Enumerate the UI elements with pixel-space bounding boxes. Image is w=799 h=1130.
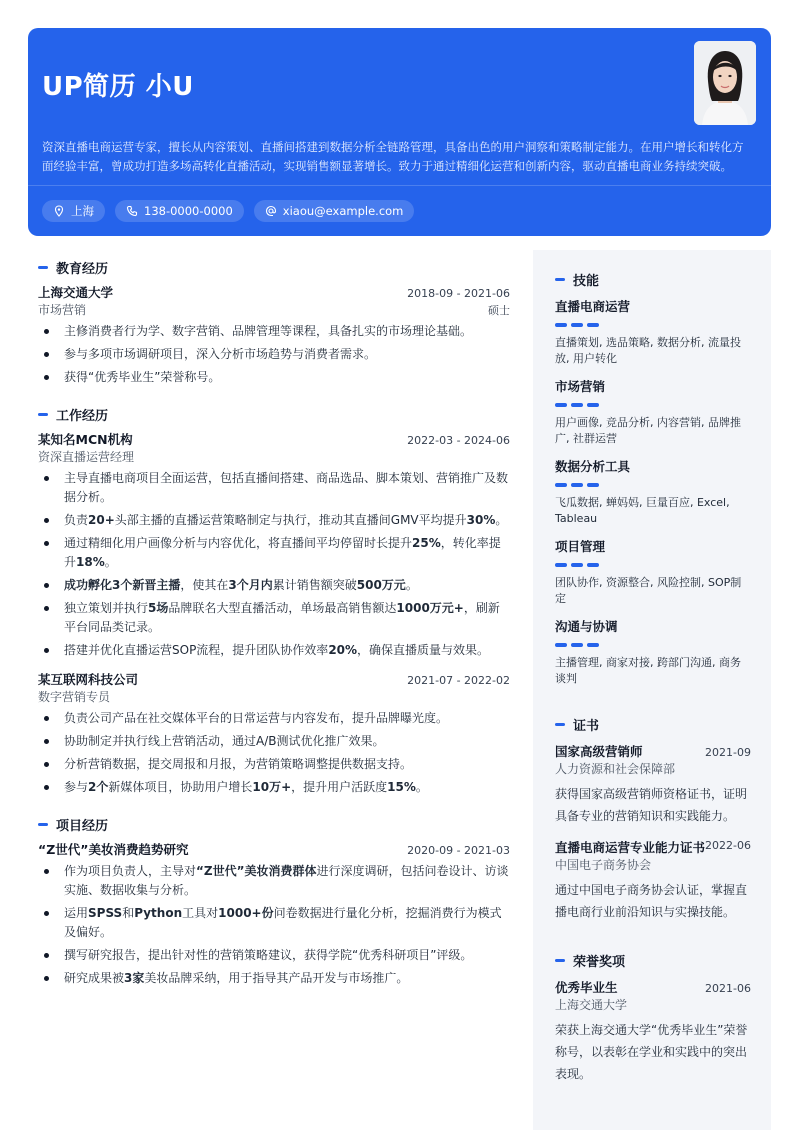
skill-desc: 主播管理, 商家对接, 跨部门沟通, 商务谈判 — [555, 656, 741, 685]
section-marker — [555, 278, 565, 281]
section-marker — [38, 823, 48, 826]
resume-name: UP简历 小U — [42, 72, 194, 102]
work-date: 2022-03 - 2024-06 — [407, 434, 510, 447]
phone-icon — [126, 205, 138, 217]
portrait-image — [694, 41, 756, 125]
skill-desc: 直播策划, 选品策略, 数据分析, 流量投放, 用户转化 — [555, 336, 741, 365]
certificates-title: 证书 — [573, 719, 600, 734]
list-item: 成功孵化3个新晋主播，使其在3个月内累计销售额突破500万元。 — [38, 576, 510, 595]
skill-level — [555, 403, 751, 407]
education-heading — [38, 258, 510, 277]
skill-item — [555, 617, 751, 687]
list-item: 独立策划并执行5场品牌联名大型直播活动，单场最高销售额达1000万元+，刷新平台同品类记录。 — [38, 599, 510, 637]
project-name: “Z世代”美妆消费趋势研究 — [38, 842, 189, 857]
skills-title: 技能 — [573, 274, 600, 289]
skill-name: 直播电商运营 — [555, 299, 631, 314]
skill-name: 项目管理 — [555, 539, 606, 554]
contact-list — [42, 200, 414, 222]
skill-item — [555, 537, 751, 607]
education-entry — [38, 283, 510, 387]
skill-level — [555, 323, 751, 327]
contact-email[interactable] — [254, 200, 415, 222]
education-section — [38, 258, 510, 387]
work-section — [38, 405, 510, 797]
list-item: 参与2个新媒体项目，协助用户增长10万+，提升用户活跃度15%。 — [38, 778, 510, 797]
skill-item — [555, 457, 751, 527]
company-name: 某互联网科技公司 — [38, 672, 139, 687]
projects-heading — [38, 815, 510, 834]
school-name: 上海交通大学 — [38, 285, 114, 300]
education-bullets — [38, 322, 510, 387]
profile-summary: 资深直播电商运营专家，擅长从内容策划、直播间搭建到数据分析全链路管理，具备出色的用户洞察和策略制定能力。在用户增长和转化方面经验丰富，曾成功打造多场高转化直播活动，实现销售额显著增长。致力于通过精细化运营和创新内容，驱动直播电商业务持续突破。 — [42, 140, 744, 173]
certificate-item — [555, 839, 751, 923]
honor-issuer: 上海交通大学 — [555, 998, 628, 1012]
skill-name: 市场营销 — [555, 379, 606, 394]
list-item: 研究成果被3家美妆品牌采纳，用于指导其产品开发与市场推广。 — [38, 969, 510, 988]
list-item: 负责20+头部主播的直播运营策略制定与执行，推动其直播间GMV平均提升30%。 — [38, 511, 510, 530]
list-item: 撰写研究报告，提出针对性的营销策略建议，获得学院“优秀科研项目”评级。 — [38, 946, 510, 965]
job-title: 数字营销专员 — [38, 690, 111, 704]
honors-section — [555, 951, 751, 1085]
sidebar — [533, 250, 771, 1130]
skill-desc: 用户画像, 竞品分析, 内容营销, 品牌推广, 社群运营 — [555, 416, 741, 445]
honor-desc: 荣获上海交通大学“优秀毕业生”荣誉称号，以表彰在学业和实践中的突出表现。 — [555, 1023, 748, 1081]
skill-item — [555, 377, 751, 447]
contact-location — [42, 200, 105, 222]
skill-desc: 飞瓜数据, 蝉妈妈, 巨量百应, Excel, Tableau — [555, 496, 730, 525]
section-marker — [38, 413, 48, 416]
contact-email-text: xiaou@example.com — [282, 204, 404, 218]
project-bullets — [38, 862, 510, 988]
honor-date: 2021-06 — [705, 982, 751, 995]
skill-name: 数据分析工具 — [555, 459, 631, 474]
email-icon — [265, 205, 277, 217]
education-date: 2018-09 - 2021-06 — [407, 287, 510, 300]
certificate-name: 国家高级营销师 — [555, 744, 643, 759]
honor-name: 优秀毕业生 — [555, 980, 618, 995]
list-item: 获得“优秀毕业生”荣誉称号。 — [38, 368, 510, 387]
contact-phone — [115, 200, 244, 222]
list-item: 搭建并优化直播运营SOP流程，提升团队协作效率20%，确保直播质量与效果。 — [38, 641, 510, 660]
list-item: 主导直播电商项目全面运营，包括直播间搭建、商品选品、脚本策划、营销推广及数据分析。 — [38, 469, 510, 507]
main-column — [38, 258, 510, 1006]
list-item: 分析营销数据，提交周报和月报，为营销策略调整提供数据支持。 — [38, 755, 510, 774]
work-heading — [38, 405, 510, 424]
project-date: 2020-09 - 2021-03 — [407, 844, 510, 857]
certificates-section — [555, 715, 751, 923]
certificate-desc: 通过中国电子商务协会认证，掌握直播电商行业前沿知识与实操技能。 — [555, 883, 748, 919]
certificates-heading — [555, 715, 751, 734]
list-item: 主修消费者行为学、数字营销、品牌管理等课程，具备扎实的市场理论基础。 — [38, 322, 510, 341]
certificate-date: 2021-09 — [705, 746, 751, 759]
list-item: 作为项目负责人，主导对“Z世代”美妆消费群体进行深度调研，包括问卷设计、访谈实施、数据收集与分析。 — [38, 862, 510, 900]
certificate-issuer: 人力资源和社会保障部 — [555, 762, 676, 776]
certificate-issuer: 中国电子商务协会 — [555, 858, 652, 872]
job-title: 资深直播运营经理 — [38, 450, 135, 464]
header-divider — [28, 185, 771, 186]
header-banner — [28, 28, 771, 236]
education-major: 市场营销 — [38, 303, 87, 317]
skill-item — [555, 297, 751, 367]
contact-location-text: 上海 — [71, 204, 94, 218]
skill-level — [555, 643, 751, 647]
work-entry — [38, 430, 510, 660]
education-title: 教育经历 — [56, 262, 109, 277]
avatar — [694, 41, 756, 125]
list-item: 负责公司产品在社交媒体平台的日常运营与内容发布，提升品牌曝光度。 — [38, 709, 510, 728]
section-marker — [555, 959, 565, 962]
skill-desc: 团队协作, 资源整合, 风险控制, SOP制定 — [555, 576, 742, 605]
projects-section — [38, 815, 510, 988]
project-entry — [38, 840, 510, 988]
work-entry — [38, 670, 510, 797]
work-title: 工作经历 — [56, 409, 109, 424]
skill-level — [555, 483, 751, 487]
section-marker — [555, 723, 565, 726]
certificate-desc: 获得国家高级营销师资格证书，证明具备专业的营销知识和实践能力。 — [555, 787, 748, 823]
projects-title: 项目经历 — [56, 819, 109, 834]
skills-heading — [555, 270, 751, 289]
certificate-date: 2022-06 — [705, 839, 751, 852]
location-icon — [53, 205, 65, 217]
list-item: 协助制定并执行线上营销活动，通过A/B测试优化推广效果。 — [38, 732, 510, 751]
skill-name: 沟通与协调 — [555, 619, 618, 634]
contact-phone-text: 138-0000-0000 — [144, 204, 233, 218]
honors-heading — [555, 951, 751, 970]
honors-title: 荣誉奖项 — [573, 955, 626, 970]
section-marker — [38, 266, 48, 269]
list-item: 运用SPSS和Python工具对1000+份问卷数据进行量化分析，挖掘消费行为模式及偏好。 — [38, 904, 510, 942]
work-date: 2021-07 - 2022-02 — [407, 674, 510, 687]
list-item: 参与多项市场调研项目，深入分析市场趋势与消费者需求。 — [38, 345, 510, 364]
certificate-item — [555, 742, 751, 827]
work-bullets — [38, 469, 510, 660]
certificate-name: 直播电商运营专业能力证书 — [555, 840, 706, 855]
honor-item — [555, 978, 751, 1085]
company-name: 某知名MCN机构 — [38, 432, 133, 447]
skill-level — [555, 563, 751, 567]
list-item: 通过精细化用户画像分析与内容优化，将直播间平均停留时长提升25%，转化率提升18%。 — [38, 534, 510, 572]
skills-section — [555, 270, 751, 687]
work-bullets — [38, 709, 510, 797]
education-degree: 硕士 — [488, 304, 510, 317]
